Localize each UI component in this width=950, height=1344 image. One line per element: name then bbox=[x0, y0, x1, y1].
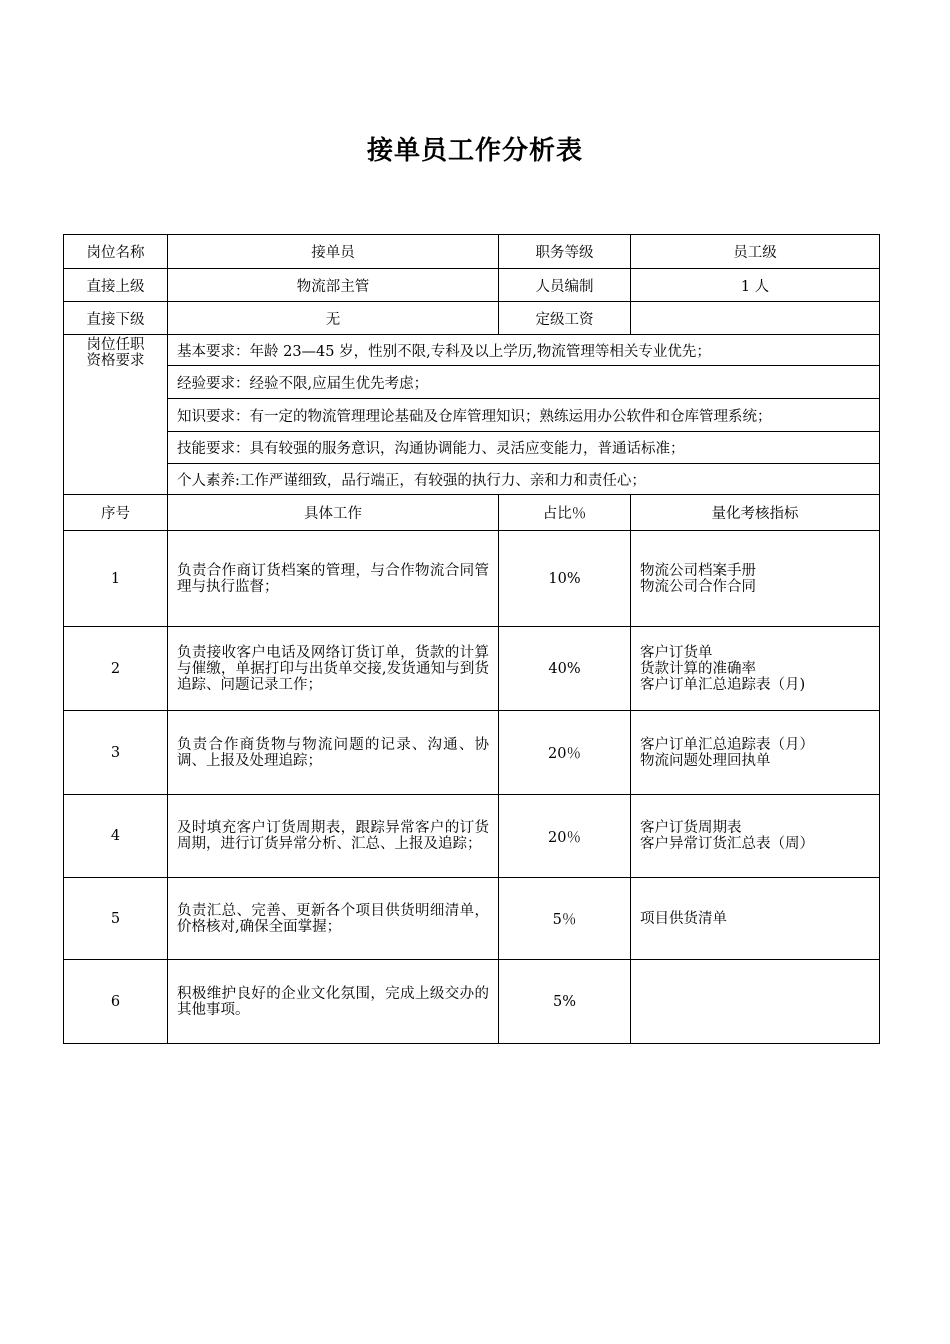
indicator-item: 客户订单汇总追踪表（月) bbox=[640, 676, 806, 693]
qualification-label-line2: 资格要求 bbox=[86, 353, 145, 369]
task-no: 2 bbox=[64, 627, 168, 711]
task-ratio: 20％ bbox=[499, 795, 631, 878]
task-description: 负责接收客户电话及网络订货订单，货款的计算与催缴，单据打印与出货单交接,发货通知与到货追踪、问题记录工作； bbox=[168, 627, 499, 711]
col-header-no: 序号 bbox=[64, 495, 168, 531]
task-no: 1 bbox=[64, 531, 168, 627]
task-indicators bbox=[631, 531, 880, 627]
position-name-label: 岗位名称 bbox=[64, 235, 168, 269]
task-indicators bbox=[631, 795, 880, 878]
task-no: 6 bbox=[64, 960, 168, 1044]
task-description: 负责合作商货物与物流问题的记录、沟通、协调、上报及处理追踪； bbox=[168, 711, 499, 795]
task-indicators bbox=[631, 878, 880, 960]
job-grade-label: 职务等级 bbox=[499, 235, 631, 269]
direct-subordinate-value: 无 bbox=[168, 302, 499, 335]
indicator-item: 物流公司档案手册 bbox=[640, 562, 756, 579]
indicator-item: 客户订单汇总追踪表（月） bbox=[640, 736, 814, 753]
table-row bbox=[64, 531, 880, 627]
position-name-value: 接单员 bbox=[168, 235, 499, 269]
task-description: 负责合作商订货档案的管理，与合作物流合同管理与执行监督； bbox=[168, 531, 499, 627]
task-no: 3 bbox=[64, 711, 168, 795]
direct-superior-value: 物流部主管 bbox=[168, 269, 499, 302]
task-description: 积极维护良好的企业文化氛围，完成上级交办的其他事项。 bbox=[168, 960, 499, 1044]
qualification-label-line1: 岗位任职 bbox=[86, 337, 145, 353]
task-indicators bbox=[631, 960, 880, 1044]
table-row bbox=[64, 795, 880, 878]
staffing-value: 1 人 bbox=[631, 269, 880, 302]
table-row bbox=[64, 627, 880, 711]
task-ratio: 40% bbox=[499, 627, 631, 711]
table-row bbox=[64, 878, 880, 960]
task-no: 5 bbox=[64, 878, 168, 960]
table-row bbox=[64, 711, 880, 795]
indicator-item: 客户订货单 bbox=[640, 644, 713, 661]
requirement-experience: 经验要求：经验不限,应届生优先考虑； bbox=[168, 366, 880, 399]
requirement-skills: 技能要求：具有较强的服务意识，沟通协调能力、灵活应变能力，普通话标准； bbox=[168, 432, 880, 464]
page-title: 接单员工作分析表 bbox=[366, 136, 583, 166]
salary-grade-label: 定级工资 bbox=[499, 302, 631, 335]
table-row bbox=[64, 960, 880, 1044]
job-grade-value: 员工级 bbox=[631, 235, 880, 269]
task-description: 负责汇总、完善、更新各个项目供货明细清单，价格核对,确保全面掌握； bbox=[168, 878, 499, 960]
task-ratio: 20％ bbox=[499, 711, 631, 795]
indicator-item: 项目供货清单 bbox=[640, 910, 727, 927]
requirement-personal: 个人素养:工作严谨细致，品行端正，有较强的执行力、亲和力和责任心； bbox=[168, 464, 880, 495]
task-ratio: 10% bbox=[499, 531, 631, 627]
task-indicators bbox=[631, 711, 880, 795]
indicator-item: 客户异常订货汇总表（周） bbox=[640, 836, 814, 852]
indicator-item: 物流问题处理回执单 bbox=[640, 752, 771, 769]
task-indicators bbox=[631, 627, 880, 711]
requirement-knowledge: 知识要求：有一定的物流管理理论基础及仓库管理知识；熟练运用办公软件和仓库管理系统； bbox=[168, 399, 880, 432]
col-header-indicator: 量化考核指标 bbox=[631, 495, 880, 531]
direct-superior-label: 直接上级 bbox=[64, 269, 168, 302]
task-ratio: 5% bbox=[499, 960, 631, 1044]
indicator-item: 物流公司合作合同 bbox=[640, 578, 756, 595]
salary-grade-value bbox=[631, 302, 880, 335]
indicator-item: 货款计算的准确率 bbox=[640, 660, 756, 677]
col-header-task: 具体工作 bbox=[168, 495, 499, 531]
qualification-label bbox=[64, 335, 168, 495]
staffing-label: 人员编制 bbox=[499, 269, 631, 302]
requirement-basic: 基本要求：年龄 23—45 岁，性别不限,专科及以上学历,物流管理等相关专业优先； bbox=[168, 335, 880, 366]
task-no: 4 bbox=[64, 795, 168, 878]
indicator-item: 客户订货周期表 bbox=[640, 820, 742, 836]
direct-subordinate-label: 直接下级 bbox=[64, 302, 168, 335]
task-description: 及时填充客户订货周期表，跟踪异常客户的订货周期，进行订货异常分析、汇总、上报及追踪； bbox=[168, 795, 499, 878]
task-ratio: 5％ bbox=[499, 878, 631, 960]
col-header-ratio: 占比％ bbox=[499, 495, 631, 531]
job-analysis-table bbox=[63, 234, 880, 1044]
